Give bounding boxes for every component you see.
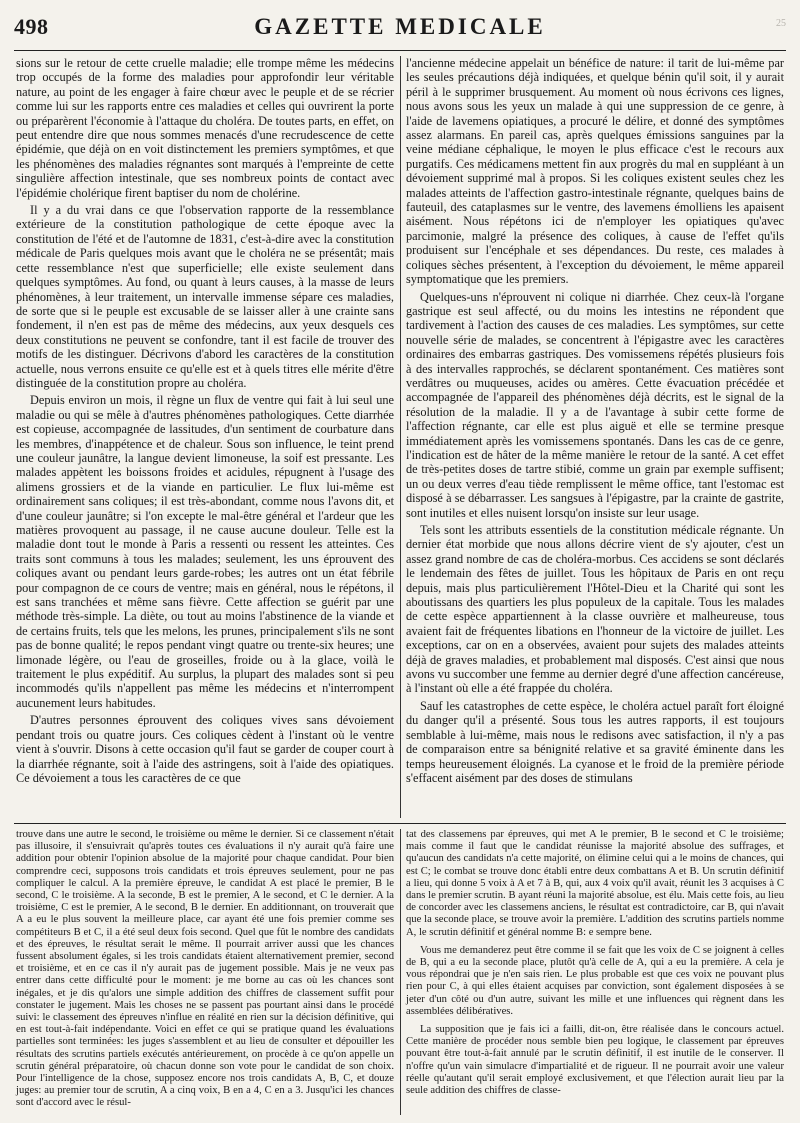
notes-column-divider bbox=[400, 829, 401, 1115]
column-divider bbox=[400, 56, 401, 818]
main-left-paragraph: Il y a du vrai dans ce que l'observation rapporte de la ressemblance extérieure de la constitution pathologique de cette époque avec la constitution de l'été et de l'automne de 1831, c'est-à-dire avec la constitution médicale de Paris quelques mois avant que le choléra ne se présentât; mais cette ressemblance n'est que superficielle; elle existe seulement dans quelques symptômes. Au fond, ou quant à leurs causes, à la masse de leurs phénomènes, à leur traitement, un intervalle immense sépare ces maladies, de sorte que si le peuple est excusable de se laisser aller à une crainte sans fondement, il n'en est pas de même des médecins, aux yeux desquels ces deux constitutions ne peuvent se confondre, tant il est facile de trouver des motifs de les distinguer. Décrivons d'abord les caractères de la constitution actuelle, nous verrons ensuite ce qu'elle est et à quels titres elle mérite d'être distinguée de la constitution propre au choléra. bbox=[16, 203, 394, 390]
notes-right-paragraph: Vous me demanderez peut être comme il se fait que les voix de C se joignent à celles de B, qui a eu la seconde place, plutôt qu'à celle de A, qui a eu la première. A cela je vous répondrai que je n'en sais rien. Le plus probable est que ces voix ne pouvant plus rien pour C, à qui elles étaient acquises par conviction, sont également disposées à se jeter d'un côté ou d'un autre, suivant les mille et une influences qui règnent dans les assemblées délibératives. bbox=[406, 944, 784, 1017]
main-column-right bbox=[406, 56, 784, 788]
main-right-paragraph: Quelques-uns n'éprouvent ni colique ni diarrhée. Chez ceux-là l'organe gastrique est seul affecté, ou du moins les intestins ne répondent que tardivement à l'action des causes de ces maladies. Les symptômes, sur cette nouvelle série de malades, se concentrent à l'épigastre avec les caractères ordinaires des embarras gastriques. Des vomissemens répétés plusieurs fois à des intervalles rapprochés, se déclarent spontanément. Ces matières sont verdâtres ou muqueuses, acides ou amères. Cette évacuation précédée et accompagnée de l'appareil des phénomènes déjà décrits, est le signal de la résolution de la maladie. Il y a de l'avantage à subir cette forme de l'affection régnante, car elle est plus aiguë et elle se termine presque immédiatement après les vomissemens spontanés. Dans les cas de ce genre, l'indication est de hâter de la même manière le retour de la santé. A cet effet de très-petites doses de tartre stibié, comme un grain par exemple suffisent; un ou deux verres d'eau tiède remplissent le même office, tant l'estomac est disposé à se débarrasser. Les sangsues à l'épigastre, par la crainte de gastrite, sont inutiles et elles nuisent lorsqu'on insiste sur leur usage. bbox=[406, 289, 784, 520]
main-left-paragraph: D'autres personnes éprouvent des coliques vives sans dévoiement pendant trois ou quatre jours. Ces coliques cèdent à l'instant où le ventre vient à s'ouvrir. Disons à cette occasion qu'il faut se garder de couper court à la diarrhée régnante, soit à l'aide des astringens, soit à l'aide des opiatiques. Ce dévoiement a tous les caractères de ce que bbox=[16, 713, 394, 785]
notes-left-paragraph: trouve dans une autre le second, le troisième ou même le dernier. Si ce classement n'était pas illusoire, il s'ensuivrait qu'après toutes ces évaluations il n'y aurait qu'à faire une addition pour obtenir l'opinion absolue de la majorité pour chaque candidat. Pour bien comprendre ceci, supposons trois candidats et trois épreuves seulement, pour ne pas compliquer le calcul. A la première épreuve, le candidat A est placé le premier, B le second, C le troisième. A la seconde, B est le premier, A le second, et C le dernier. A la troisième, C est le premier, A le second, B le dernier. En additionnant, on trouverait que A a eu le plus souvent la meilleure place, car ayant été une fois premier comme ses compétiteurs B et C, il a été seul deux fois second. Quel que fût le nombre des candidats et des épreuves, le résultat serait le même. Il pourrait arriver aussi que les chances fussent absolument égales, si les trois candidats étaient alternativement premier, second et troisième, et en ce cas il n'y aurait pas de jugement possible. Mais je ne veux pas entrer dans cette difficulté pour le moment: je me borne au cas où les chances sont inégales, et je dis qu'alors une simple addition des chiffres de classement suffit pour constater le jugement. Mais les choses ne se passent pas pourtant ainsi dans le procédé suivi: le classement des épreuves n'influe en réalité en rien sur la décision définitive, qui en est tout-à-fait indépendante. Voici en effet ce qui se pratique quand les évaluations partielles sont terminées: les juges s'assemblent et au lieu de consulter et dépouiller les résultats des scrutins partiels exécutés antérieurement, on procède à ce qu'on appelle un scrutin général préparatoire, où chacun donne son vote pour le candidat de son choix. Pour l'intelligence de la chose, supposez encore nos trois candidats A, B, C, et douze juges: au premier tour de scrutin, A a cinq voix, B en a 4, C en a 3. Jusqu'ici les chances sont d'accord avec le résul- bbox=[16, 829, 394, 1109]
header-rule bbox=[14, 50, 786, 51]
page-header bbox=[14, 14, 786, 44]
journal-title: GAZETTE MEDICALE bbox=[254, 14, 546, 39]
faded-corner-mark: 25 bbox=[776, 18, 786, 29]
notes-column-left bbox=[16, 829, 394, 1116]
page-number: 498 bbox=[14, 14, 49, 39]
main-left-paragraph: Depuis environ un mois, il règne un flux de ventre qui fait à lui seul une maladie ou qui se mêle à d'autres phénomènes pathologiques. Cette diarrhée est copieuse, accompagnée de lassitudes, d'un sentiment de courbature dans les membres, d'inappétence et de chaleur. Sous son influence, le teint prend une couleur jaunâtre, la langue devient limoneuse, la soif est pressante. Les malades appètent les boissons froides et acidules, répugnent à l'usage des alimens grossiers et de la viande en particulier. Le flux lui-même est ordinairement sans coliques; il est très-abondant, comme nous l'avons dit, et d'une couleur jaunâtre; si l'on excepte le mal-être général et l'ardeur que les matières provoquent au passage, il ne cause aucune douleur. Telle est la maladie dont tout le monde à Paris a ressenti ou ressent les atteintes. Ces traits sont communs à tous les malades; seulement, les uns éprouvent des coliques avant ou pendant leurs garde-robes; les autres ont un état fébrile pour compagnon de ce cours de ventre; mais en général, nous le répétons, il est sans tranchées et même sans fièvre. Cette affection se guérit par une méthode très-simple. La diète, ou tout au moins l'abstinence de la viande et de certains fruits, tels que les melons, les prunes, principalement s'ils ne sont pas de bonne qualité; le repos pendant vingt quatre ou trente-six heures; une limonade légère, ou l'eau de groseilles, froide ou à la glace, voilà le traitement le plus expéditif. Au surplus, la plupart des malades sont si peu incommodés qu'ils n'appellent pas même les médecins et n'interrompent aucunement leurs habitudes. bbox=[16, 393, 394, 710]
main-right-paragraph: Tels sont les attributs essentiels de la constitution médicale régnante. Un dernier état morbide que nous allons décrire vient de s'y ajouter, c'est un assez grand nombre de cas de choléra-morbus. Ces accidens se sont déclarés le lendemain des fêtes de juillet. Tous les hôpitaux de Paris en ont reçu depuis, mais plus particulièrement l'Hôtel-Dieu et la Charité qui sont les aboutissans des quartiers les plus populeux de la capitale. Tous les malades de cette espèce appartiennent à la classe ouvrière et malheureuse, tous avaient fait de fréquentes libations en l'honneur de la victoire de juillet. Les exceptions, car on en a observées, avaient pour sujets des malades atteints déjà de graves maladies, et probablement mal disposés. C'est ainsi que nous avons vu succomber une femme au dernier degré d'une affection cancéreuse, à l'instant où elle a été frappée du choléra. bbox=[406, 523, 784, 696]
notes-right-paragraph: tat des classemens par épreuves, qui met A le premier, B le second et C le troisième; mais comme il faut que le candidat réunisse la majorité absolue des suffrages, et qu'aucun des candidats n'a cette majorité, on élimine celui qui a le moins de chances, qui est C; le combat se trouve donc établi entre deux combattans A et B. Un scrutin définitif a lieu, qui donne 5 voix à A et 7 à B, qui, aux 4 voix qu'il avait, réunit les 3 acquises à C dans le premier scrutin. B ayant réuni la majorité absolue, est élu. Mais cette fois, au lieu de concorder avec les classemens anciens, le résultat est contradictoire, car B, qui n'avait que la seconde place, se trouve avoir la première. L'addition des scrutins partiels nomme A, le scrutin définitif et général nomme B: e sempre bene. bbox=[406, 829, 784, 938]
main-column-left bbox=[16, 56, 394, 788]
main-right-paragraph: Sauf les catastrophes de cette espèce, le choléra actuel paraît fort éloigné du danger qu'il a présenté. Sous tous les autres rapports, il est toujours semblable à lui-même, mais nous le redisons avec satisfaction, il n'y a pas de comparaison entre sa bénignité relative et sa gravité éminente dans les temps heureusement éloignés. La cyanose et le froid de la première période s'effacent aisément par des doses de stimulans bbox=[406, 698, 784, 785]
footnote-rule bbox=[14, 823, 786, 824]
main-left-paragraph: sions sur le retour de cette cruelle maladie; elle trompe même les médecins trop occupés de la forme des maladies pour approfondir leur véritable nature, au point de les engager à faire chœur avec le peuple et de se récrier comme lui sur les rapports entre ces maladies et celles qui ouvrirent la porte ou préparèrent l'économie à l'attaque du choléra. De toutes parts, en effet, on peut entendre dire que nous sommes menacés d'une recrudescence de cette épidémie, que déjà on en voit distinctement les premiers symptômes, et que les phénomènes des maladies régnantes sont marqués à l'empreinte de cette singulière affection intestinale, que ses nombreux points de contact avec l'épidémie cholérique firent baptiser du nom de cholérine. bbox=[16, 56, 394, 200]
notes-column-right bbox=[406, 829, 784, 1103]
notes-right-paragraph: La supposition que je fais ici a failli, dit-on, être réalisée dans le concours actuel. Cette manière de procéder nous semble bien peu logique, le classement par épreuves pouvant être tout-à-fait annulé par le scrutin définitif, il est inutile de le conserver. Il n'offre qu'un vain simulacre d'impartialité et de rigueur. Il ne pourrait avoir une valeur réelle qu'autant qu'il serait employé exclusivement, et que l'élection aurait lieu par la seule addition des chiffres de classe- bbox=[406, 1024, 784, 1097]
main-right-paragraph: l'ancienne médecine appelait un bénéfice de nature: il tarit de lui-même par les seules précautions déjà indiquées, et quelque bénin qu'il soit, il y aurait péril à le supprimer brusquement. Au moment où nous écrivons ces lignes, nous avons sous les yeux un malade à qui une suppression de ce genre, à l'aide de lavemens opiatiques, a procuré le délire, et donné des symptômes assez alarmans. En pareil cas, après quelques émissions sanguines par la veine médiane céphalique, le moyen le plus efficace c'est le recours aux purgatifs. Ces médicamens mettent fin aux progrès du mal en suppléant à un dévoiement supprimé mal à propos. Si les coliques existent seules chez les malades atteints de l'affection gastro-intestinale régnante, quelques bains de fauteuil, des cataplasmes sur le ventre, des lavemens émolliens les apaisent aisément. Nous répétons ici de n'employer les opiatiques qu'avec parcimonie, malgré la présence des coliques, à cause de l'effet qu'ils produisent sur l'encéphale et ses dépendances. Du reste, ces malades à coliques sèches présentent, à l'exception du dévoiement, le même appareil symptomatique que les premiers. bbox=[406, 56, 784, 287]
